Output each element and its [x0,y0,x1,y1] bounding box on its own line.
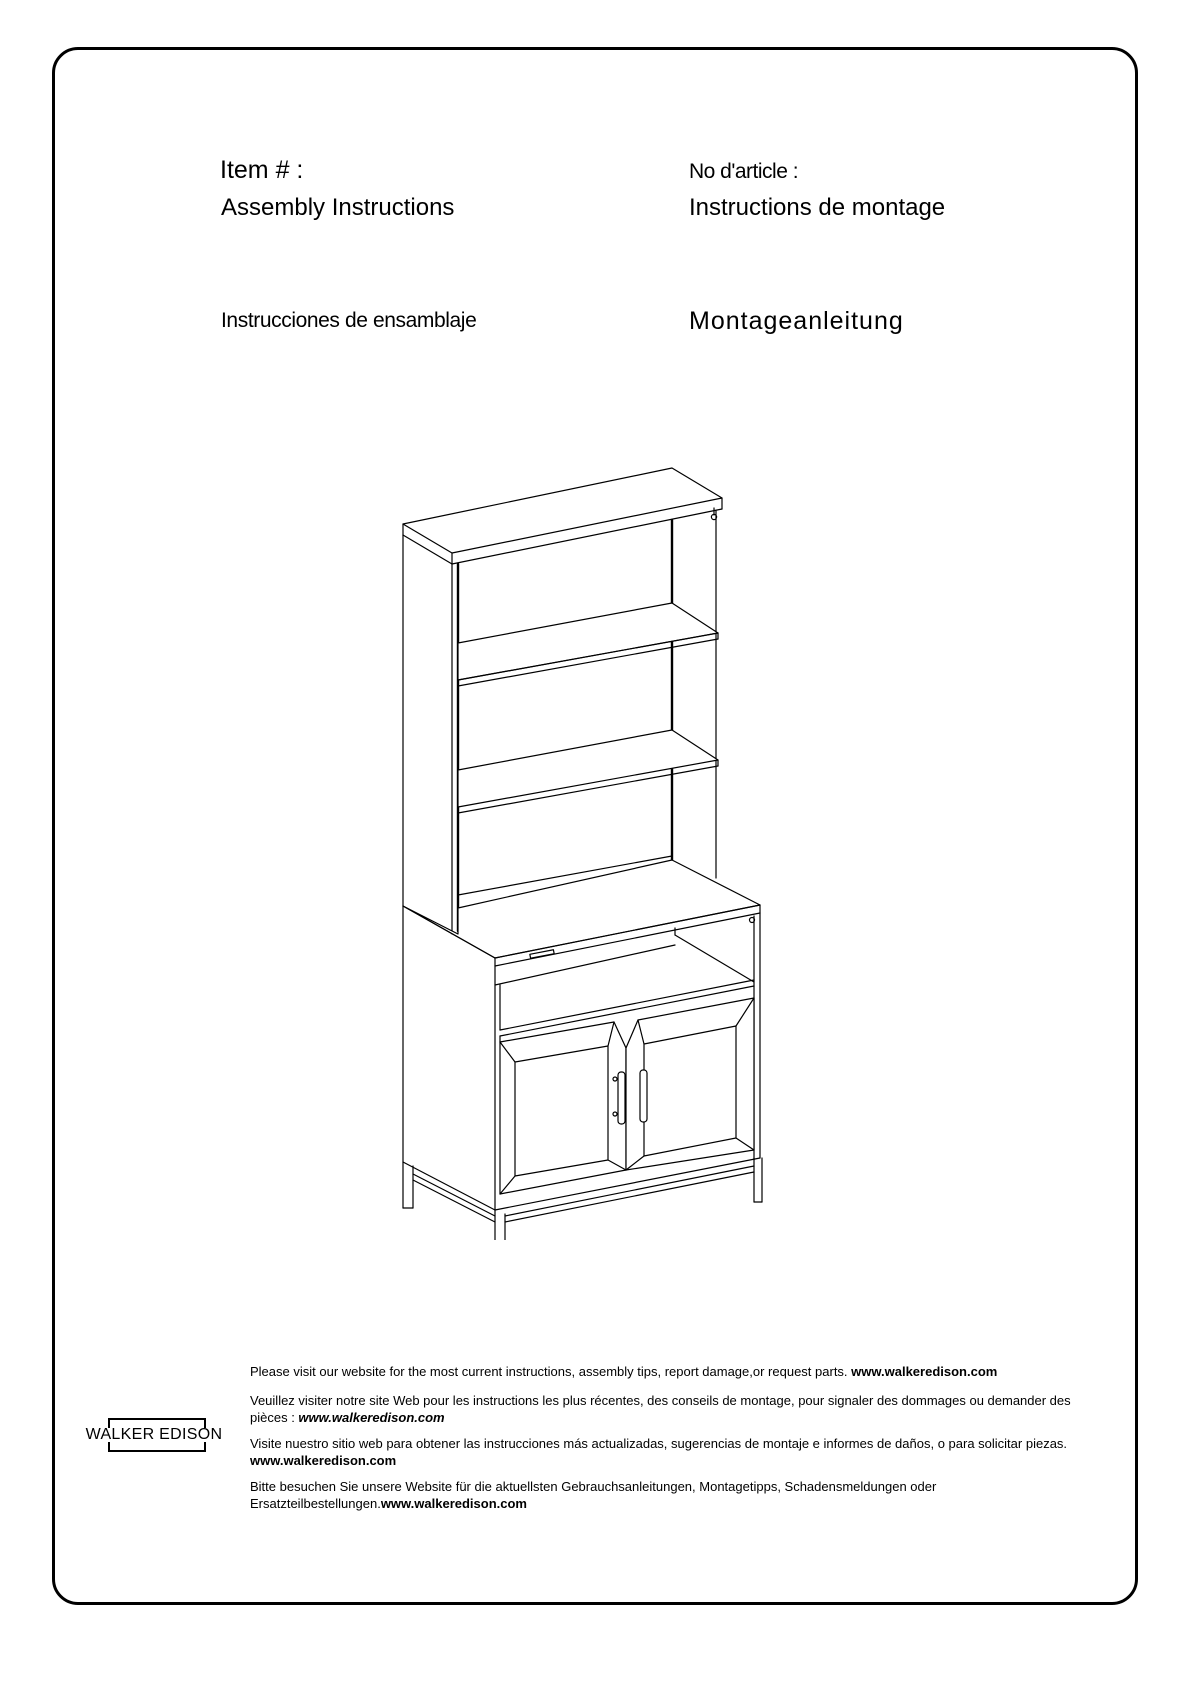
item-number-label: Item # : [220,156,304,184]
note-spanish-url[interactable]: www.walkeredison.com [250,1453,397,1468]
note-spanish-text: Visite nuestro sitio web para obtener las instrucciones más actualizadas, sugerencias de montaje e informes de daños, o para solicitar piezas. [250,1436,1068,1451]
title-instructions-montage-fr: Instructions de montage [689,194,946,221]
hutch-cabinet-illustration [380,460,780,1245]
title-montageanleitung-de: Montageanleitung [689,307,904,335]
item-number-label-fr: No d'article : [689,160,799,183]
note-spanish [250,1435,1110,1469]
title-assembly-instructions-en: Assembly Instructions [221,194,455,221]
note-english [250,1363,1110,1380]
walker-edison-logo [84,1418,224,1452]
note-french-url[interactable]: www.walkeredison.com [298,1410,445,1425]
logo-bracket-bottom [108,1442,206,1452]
logo-text: WALKER EDISON [85,1426,223,1443]
note-english-text: Please visit our website for the most current instructions, assembly tips, report damage,or request parts. [250,1364,852,1379]
note-german-url[interactable]: www.walkeredison.com [380,1496,527,1511]
note-english-url[interactable]: www.walkeredison.com [851,1364,998,1379]
note-german-text: Bitte besuchen Sie unsere Website für die aktuellsten Gebrauchsanleitungen, Montagetipps, Schadensmeldungen oder Ersatzteilbestellungen. [250,1479,937,1511]
website-notes [250,1363,1110,1521]
note-french-text: Veuillez visiter notre site Web pour les instructions les plus récentes, des conseils de montage, pour signaler des dommages ou demander des pièces : [250,1393,1071,1425]
note-french [250,1392,1110,1426]
title-instrucciones-ensamblaje-es: Instrucciones de ensamblaje [221,309,477,332]
note-german [250,1478,1110,1512]
hutch-cabinet-icon [380,460,780,1240]
